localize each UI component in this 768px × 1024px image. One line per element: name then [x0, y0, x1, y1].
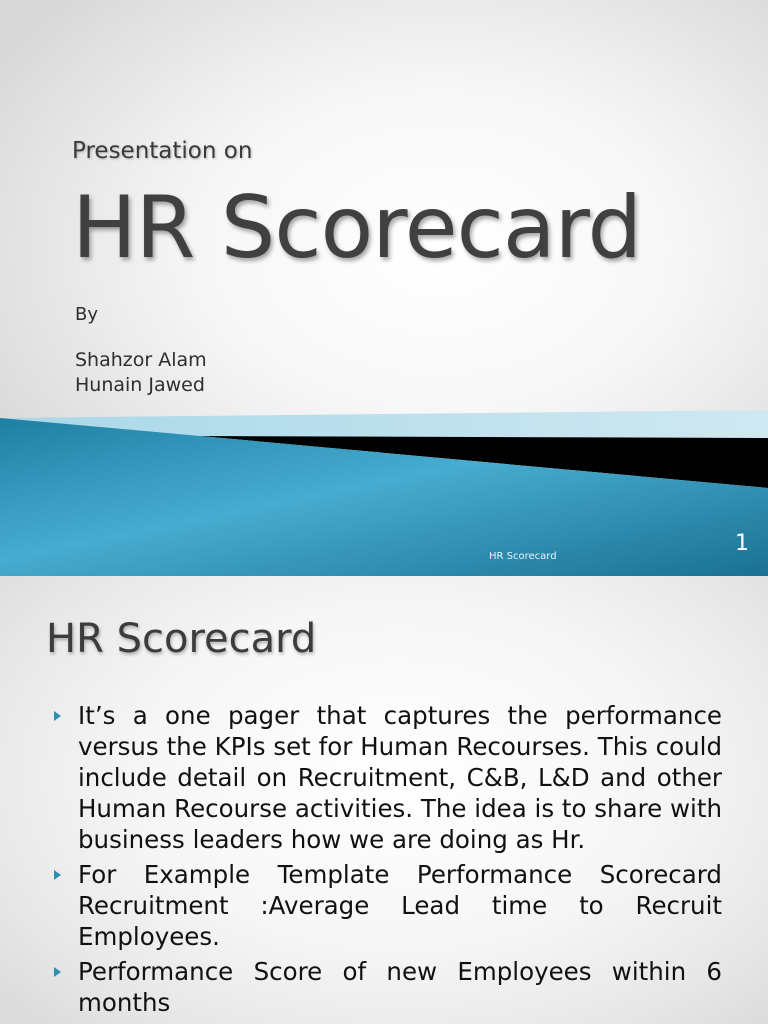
- bullet-item: [54, 700, 722, 855]
- decorative-band: [0, 400, 768, 576]
- bullet-text: Performance Score of new Employees within 6 months: [78, 957, 722, 1017]
- bullet-item: [54, 859, 722, 952]
- author-name: Shahzor Alam: [75, 349, 207, 371]
- bullet-text: For Example Template Performance Scorecard Recruitment :Average Lead time to Recruit Employees.: [78, 860, 722, 951]
- bullet-text: It’s a one pager that captures the performance versus the KPIs set for Human Recourses. This could include detail on Recruitment, C&B, L&D and other Human Recourse activities. The idea is to share with business leaders how we are doing as Hr.: [78, 701, 722, 854]
- slide-footer: HR Scorecard: [489, 551, 557, 562]
- slide-number: 1: [735, 531, 749, 556]
- content-slide: [0, 576, 768, 1024]
- pre-title: Presentation on: [72, 138, 253, 164]
- triangle-right-icon: [54, 711, 61, 721]
- slide-heading: HR Scorecard: [46, 616, 317, 662]
- bullet-list: [54, 700, 722, 1022]
- bullet-item: [54, 956, 722, 1018]
- triangle-right-icon: [54, 967, 61, 977]
- triangle-right-icon: [54, 870, 61, 880]
- presentation-title: HR Scorecard: [72, 178, 642, 278]
- author-name: Hunain Jawed: [75, 374, 205, 396]
- by-label: By: [75, 304, 99, 325]
